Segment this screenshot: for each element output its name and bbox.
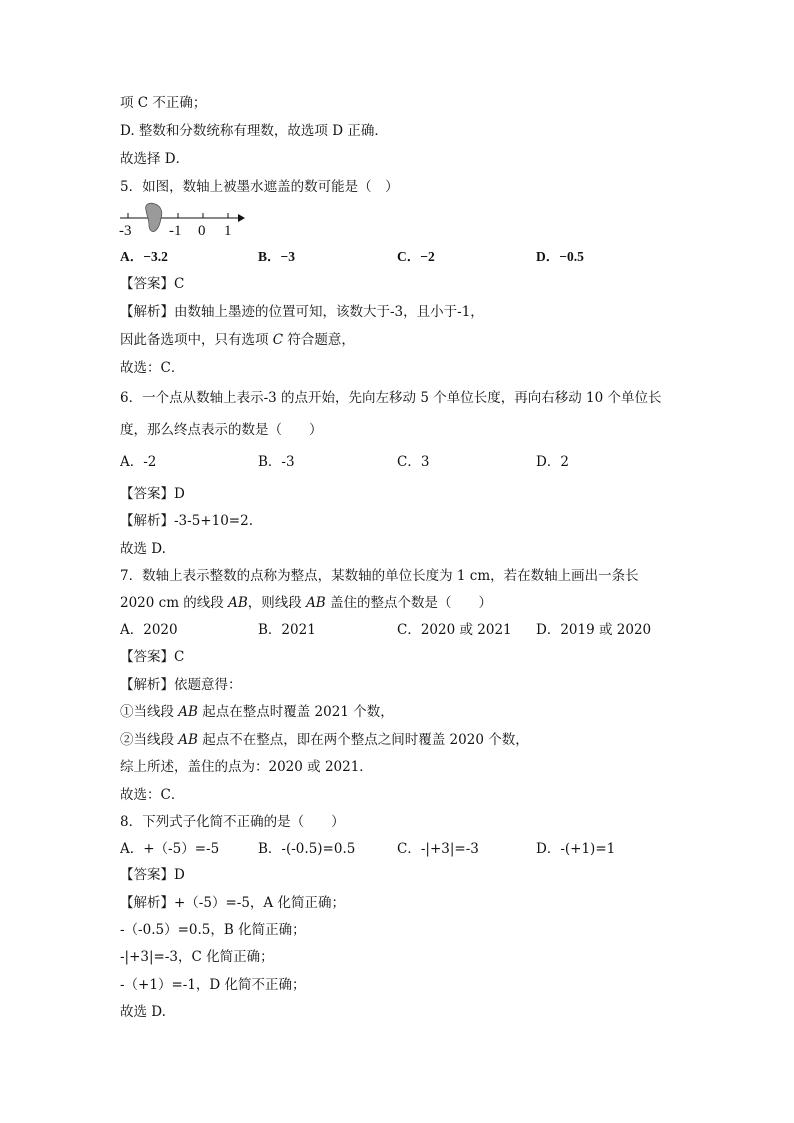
analysis <box>120 731 529 749</box>
question-7: 7．数轴上表示整数的点称为整点，某数轴的单位长度为 1 cm，若在数轴上画出一条长 <box>120 568 639 584</box>
text-span: 2020 cm 的线段 <box>120 595 229 611</box>
analysis: 【解析】+（-5）=-5，A 化简正确； <box>120 895 345 911</box>
option-b: B．-(-0.5)=0.5 <box>258 841 356 857</box>
conclusion: 故选 D. <box>120 1004 166 1020</box>
question-6: 6．一个点从数轴上表示-3 的点开始，先向左移动 5 个单位长度，再向右移动 10 个单位长 <box>120 390 662 406</box>
option-c: C．-|+3|=-3 <box>397 841 479 857</box>
option-c: C．3 <box>397 454 430 470</box>
analysis: 综上所述，盖住的点为：2020 或 2021． <box>120 759 373 775</box>
option-c: C．−2 <box>397 249 435 264</box>
analysis <box>120 331 355 349</box>
axis-label: 0 <box>198 223 206 238</box>
answer: 【答案】C <box>120 276 185 292</box>
question-7 <box>120 594 492 612</box>
axis-label: -1 <box>169 223 182 238</box>
conclusion: 故选 D. <box>120 541 166 557</box>
option-a: A．2020 <box>120 622 178 638</box>
text-line: 项 C 不正确； <box>120 95 207 111</box>
answer: 【答案】C <box>120 649 185 665</box>
variable: AB <box>228 595 248 611</box>
option-d: D．2019 或 2020 <box>536 622 652 638</box>
variable: AB <box>178 704 198 720</box>
analysis: 【解析】依题意得： <box>120 677 242 693</box>
text-span: ②当线段 <box>120 732 179 748</box>
variable: C <box>272 332 284 348</box>
conclusion: 故选：C． <box>120 787 185 803</box>
option-c: C．2020 或 2021 <box>397 622 512 638</box>
text-span: 符合题意， <box>283 332 355 348</box>
question-6: 度，那么终点表示的数是（ ） <box>120 422 323 438</box>
analysis <box>120 703 394 721</box>
option-b: B．2021 <box>258 622 316 638</box>
analysis: 【解析】由数轴上墨迹的位置可知，该数大于-3，且小于-1， <box>120 304 484 320</box>
option-d: D．-(+1)=1 <box>536 841 616 857</box>
text-span: 起点在整点时覆盖 2021 个数， <box>197 704 394 720</box>
option-d: D．2 <box>536 454 569 470</box>
axis-label: -3 <box>119 223 132 238</box>
option-a: A．−3.2 <box>120 249 168 264</box>
text-span: ，则线段 <box>247 595 307 611</box>
conclusion: 故选：C． <box>120 360 185 376</box>
text-span: 盖住的整点个数是（ ） <box>325 595 493 611</box>
variable: AB <box>178 732 198 748</box>
ink-blot <box>146 203 162 231</box>
analysis: 【解析】-3-5+10=2. <box>120 513 253 529</box>
text-line: D. 整数和分数统称有理数，故选项 D 正确． <box>120 123 388 139</box>
option-a: A．-2 <box>120 454 157 470</box>
arrow-head-icon <box>238 214 245 222</box>
text-span: 因此备选项中，只有选项 <box>120 332 273 348</box>
text-line: 故选择 D． <box>120 151 190 167</box>
answer: 【答案】D <box>120 486 185 502</box>
variable: AB <box>306 595 326 611</box>
question-8: 8．下列式子化简不正确的是（ ） <box>120 814 345 830</box>
analysis: -（+1）=-1，D 化简不正确； <box>120 977 306 993</box>
axis-label: 1 <box>224 223 232 238</box>
analysis: -|+3|=-3，C 化简正确； <box>120 949 274 965</box>
option-a: A．+（-5）=-5 <box>120 841 220 857</box>
question-5: 5．如图，数轴上被墨水遮盖的数可能是（ ） <box>120 179 399 195</box>
text-span: 起点不在整点，即在两个整点之间时覆盖 2020 个数， <box>197 732 529 748</box>
option-d: D．−0.5 <box>536 249 584 264</box>
option-b: B．-3 <box>258 454 295 470</box>
answer: 【答案】D <box>120 867 185 883</box>
analysis: -（-0.5）=0.5，B 化简正确； <box>120 922 306 938</box>
text-span: ①当线段 <box>120 704 179 720</box>
number-line-figure <box>118 198 248 238</box>
option-b: B．−3 <box>258 249 295 264</box>
